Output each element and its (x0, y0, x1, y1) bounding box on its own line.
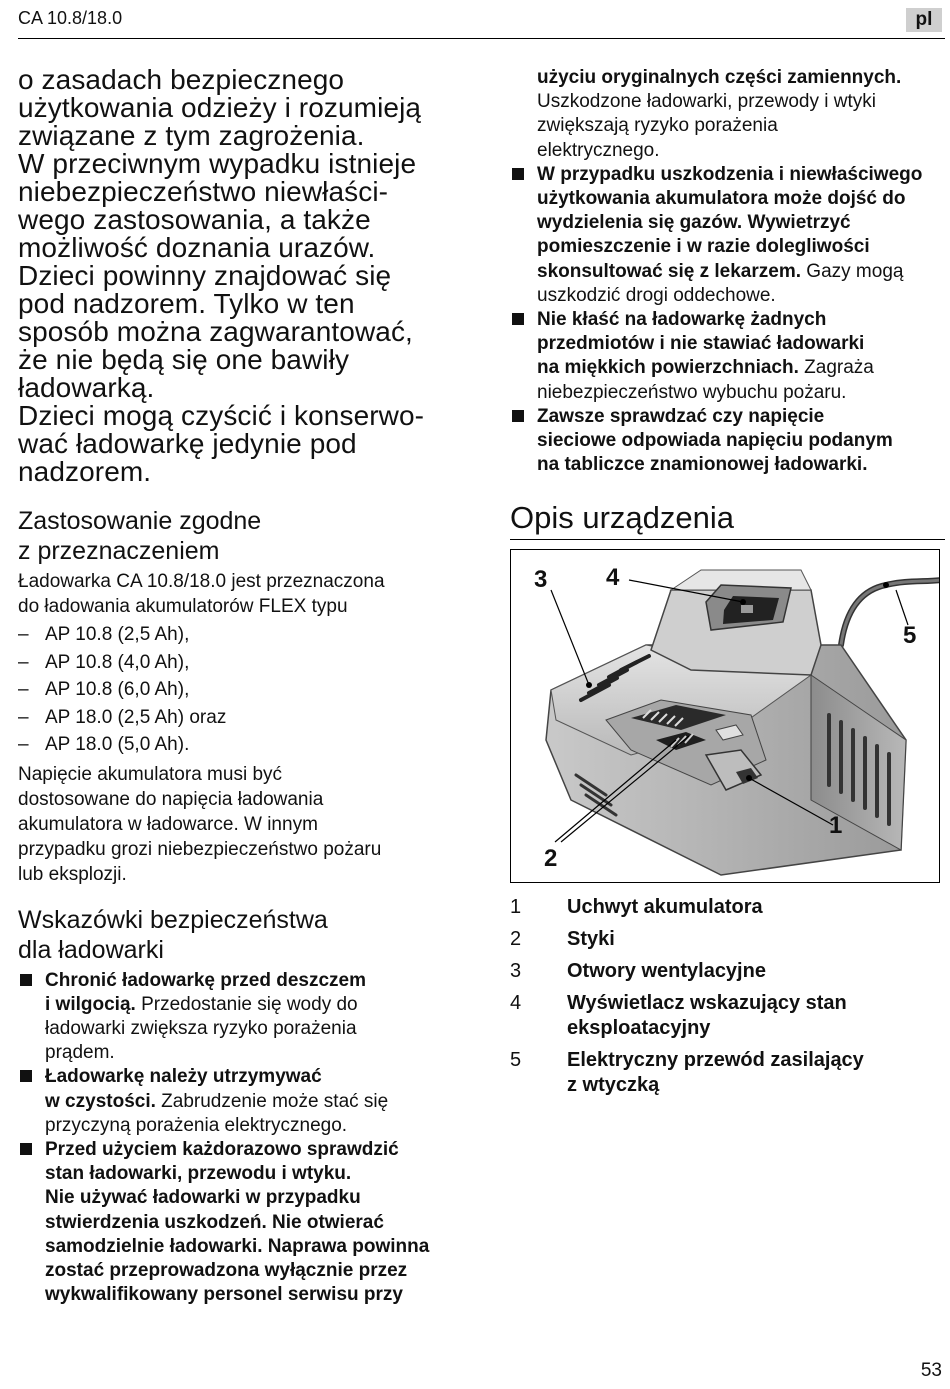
battery-type-item: – AP 10.8 (4,0 Ah), (18, 649, 478, 677)
intro-line: ładowarką. (18, 372, 155, 403)
safety-item-bold-line: na tabliczce znamionowej ładowarki. (537, 454, 868, 476)
document-header-title: CA 10.8/18.0 (18, 8, 123, 28)
legend-row (510, 1048, 940, 1098)
safety-item-bold-line: przedmiotów i nie stawiać ładowarki (537, 333, 865, 355)
bullet-square-icon (20, 974, 32, 986)
intro-line: Dzieci mogą czyścić i konserwo- (18, 400, 425, 431)
usage-intro-line: Ładowarka CA 10.8/18.0 jest przeznaczona (18, 571, 385, 592)
usage-heading-line: Zastosowanie zgodne (18, 507, 262, 535)
legend-number: 3 (510, 960, 522, 982)
bullet-square-icon (512, 313, 524, 325)
usage-intro-line: do ładowania akumulatorów FLEX typu (18, 596, 348, 617)
callout-2: 2 (544, 845, 558, 872)
safety-item-bold-line: skonsultować się z lekarzem. (537, 260, 802, 282)
intro-line: wać ładowarkę jedynie pod (18, 428, 357, 459)
safety-item-text-line: niebezpieczeństwo wybuchu pożaru. (537, 381, 847, 403)
legend-number: 5 (510, 1049, 522, 1071)
intro-paragraph (18, 66, 478, 486)
intro-line: sposób można zagwarantować, (18, 316, 413, 347)
safety-item-text-line: Zagraża (798, 357, 874, 379)
safety-item-bold-line: Przed użyciem każdorazowo sprawdzić (45, 1138, 399, 1160)
language-badge: pl (906, 8, 942, 32)
battery-type-item: – AP 18.0 (5,0 Ah). (18, 731, 478, 759)
safety-item-continuation (510, 66, 945, 163)
safety-heading-line: Wskazówki bezpieczeństwa (18, 905, 328, 934)
header-rule (18, 38, 945, 39)
legend-label-line: Wyświetlacz wskazujący stan (567, 992, 847, 1014)
safety-item-bold-line: pomieszczenie i w razie dolegliwości (537, 236, 870, 258)
legend-number: 2 (510, 928, 522, 950)
callout-1: 1 (829, 812, 843, 839)
page-number: 53 (920, 1360, 942, 1381)
legend-label-line: eksploatacyjny (567, 1017, 711, 1039)
safety-item-bold-line: i wilgocią. (45, 993, 136, 1015)
voltage-note (18, 762, 478, 887)
voltage-note-line: dostosowane do napięcia ładowania (18, 788, 324, 810)
figure-legend (510, 895, 940, 1105)
intro-line: związane z tym zagrożenia. (18, 120, 365, 151)
intro-line: że nie będą się one bawiły (18, 344, 350, 375)
intro-line: W przeciwnym wypadku istnieje (18, 148, 417, 179)
right-column (510, 64, 945, 540)
safety-item-bold-line: stan ładowarki, przewodu i wtyku. (45, 1163, 352, 1185)
voltage-note-line: przypadku grozi niebezpieczeństwo pożaru (18, 838, 382, 860)
safety-item (18, 969, 478, 1066)
bullet-square-icon (512, 410, 524, 422)
safety-item-bold-line: sieciowe odpowiada napięciu podanym (537, 430, 893, 452)
safety-item-bold-line: na miękkich powierzchniach. (537, 357, 799, 379)
safety-item-bold-line: samodzielnie ładowarki. Naprawa powinna (45, 1235, 430, 1257)
safety-heading (18, 905, 478, 965)
safety-heading-line: dla ładowarki (18, 935, 164, 964)
bullet-square-icon (20, 1143, 32, 1155)
intro-line: Dzieci powinny znajdować się (18, 260, 392, 291)
safety-item (510, 405, 945, 478)
bullet-square-icon (20, 1070, 32, 1082)
safety-item-bold-line: zostać przeprowadzona wyłącznie przez (45, 1259, 408, 1281)
legend-label-line: z wtyczką (567, 1074, 660, 1096)
legend-row (510, 895, 940, 920)
safety-item-text-line: elektrycznego. (537, 139, 660, 161)
device-section-header (510, 501, 945, 540)
left-column (18, 64, 478, 1307)
intro-line: nadzorem. (18, 456, 152, 487)
legend-number: 4 (510, 992, 522, 1014)
intro-line: niebezpieczeństwo niewłaści- (18, 176, 389, 207)
safety-item-bold-line: Nie używać ładowarki w przypadku (45, 1187, 361, 1209)
safety-item-bold-line: wydzielenia się gazów. Wywietrzyć (537, 212, 851, 234)
section-rule (510, 539, 945, 540)
usage-intro (18, 569, 478, 619)
battery-type-item: – AP 18.0 (2,5 Ah) oraz (18, 704, 478, 732)
legend-row (510, 991, 940, 1041)
legend-number: 1 (510, 896, 522, 918)
legend-label: Otwory wentylacyjne (567, 960, 766, 982)
safety-item-text-line: Zabrudzenie może stać się (155, 1090, 389, 1112)
safety-item-bold-line: Nie kłaść na ładowarkę żadnych (537, 309, 827, 331)
safety-item-bold-line: wykwalifikowany personel serwisu przy (45, 1284, 403, 1306)
safety-item-text-line: prądem. (45, 1042, 115, 1064)
safety-list-continued (510, 66, 945, 477)
safety-item-text-line: uszkodzić drogi oddechowe. (537, 284, 776, 306)
safety-item-bold-line: stwierdzenia uszkodzeń. Nie otwierać (45, 1211, 384, 1233)
legend-label-line: Elektryczny przewód zasilający (567, 1049, 864, 1071)
safety-item (510, 308, 945, 405)
intro-line: możliwość doznania urazów. (18, 232, 376, 263)
safety-item (18, 1065, 478, 1138)
safety-item-text-line: Gazy mogą (801, 260, 904, 282)
safety-item-text-line: zwiększają ryzyko porażenia (537, 115, 778, 137)
safety-item-bold-line: W przypadku uszkodzenia i niewłaściwego (537, 163, 923, 185)
safety-item (510, 163, 945, 308)
callout-5: 5 (903, 622, 917, 649)
legend-row (510, 927, 940, 952)
voltage-note-line: Napięcie akumulatora musi być (18, 763, 283, 785)
charger-illustration (511, 550, 940, 883)
battery-type-list (18, 621, 478, 759)
safety-item-text-line: przyczyną porażenia elektrycznego. (45, 1114, 348, 1136)
battery-type-item: – AP 10.8 (6,0 Ah), (18, 676, 478, 704)
bullet-square-icon (512, 168, 524, 180)
battery-type-item: – AP 10.8 (2,5 Ah), (18, 621, 478, 649)
usage-heading (18, 506, 478, 566)
legend-label (567, 991, 847, 1041)
intro-line: wego zastosowania, a także (18, 204, 371, 235)
intro-line: użytkowania odzieży i rozumieją (18, 92, 422, 123)
callout-4: 4 (606, 564, 620, 591)
safety-item-bold-line: Chronić ładowarkę przed deszczem (45, 969, 366, 991)
voltage-note-line: akumulatora w ładowarce. W innym (18, 813, 318, 835)
device-section-title: Opis urządzenia (510, 500, 735, 536)
safety-list (18, 969, 478, 1308)
safety-item-text-line: Uszkodzone ładowarki, przewody i wtyki (537, 91, 876, 113)
safety-item-text-line: Przedostanie się wody do (135, 993, 358, 1015)
safety-item-bold-line: użyciu oryginalnych części zamiennych. (537, 67, 902, 88)
safety-item-bold-line: w czystości. (45, 1090, 156, 1112)
safety-item (18, 1138, 478, 1307)
legend-label: Uchwyt akumulatora (567, 896, 763, 918)
legend-row (510, 959, 940, 984)
voltage-note-line: lub eksplozji. (18, 863, 127, 885)
safety-item-bold-line: Ładowarkę należy utrzymywać (45, 1066, 322, 1088)
safety-item-bold-line: użytkowania akumulatora może dojść do (537, 188, 906, 210)
charger-figure (510, 549, 940, 883)
safety-item-text-line: ładowarki zwiększa ryzyko porażenia (45, 1017, 357, 1039)
legend-label (567, 1048, 864, 1098)
legend-label: Styki (567, 928, 615, 950)
intro-line: o zasadach bezpiecznego (18, 64, 345, 95)
intro-line: pod nadzorem. Tylko w ten (18, 288, 355, 319)
usage-heading-line: z przeznaczeniem (18, 537, 220, 565)
callout-3: 3 (534, 566, 548, 593)
safety-item-bold-line: Zawsze sprawdzać czy napięcie (537, 405, 825, 427)
